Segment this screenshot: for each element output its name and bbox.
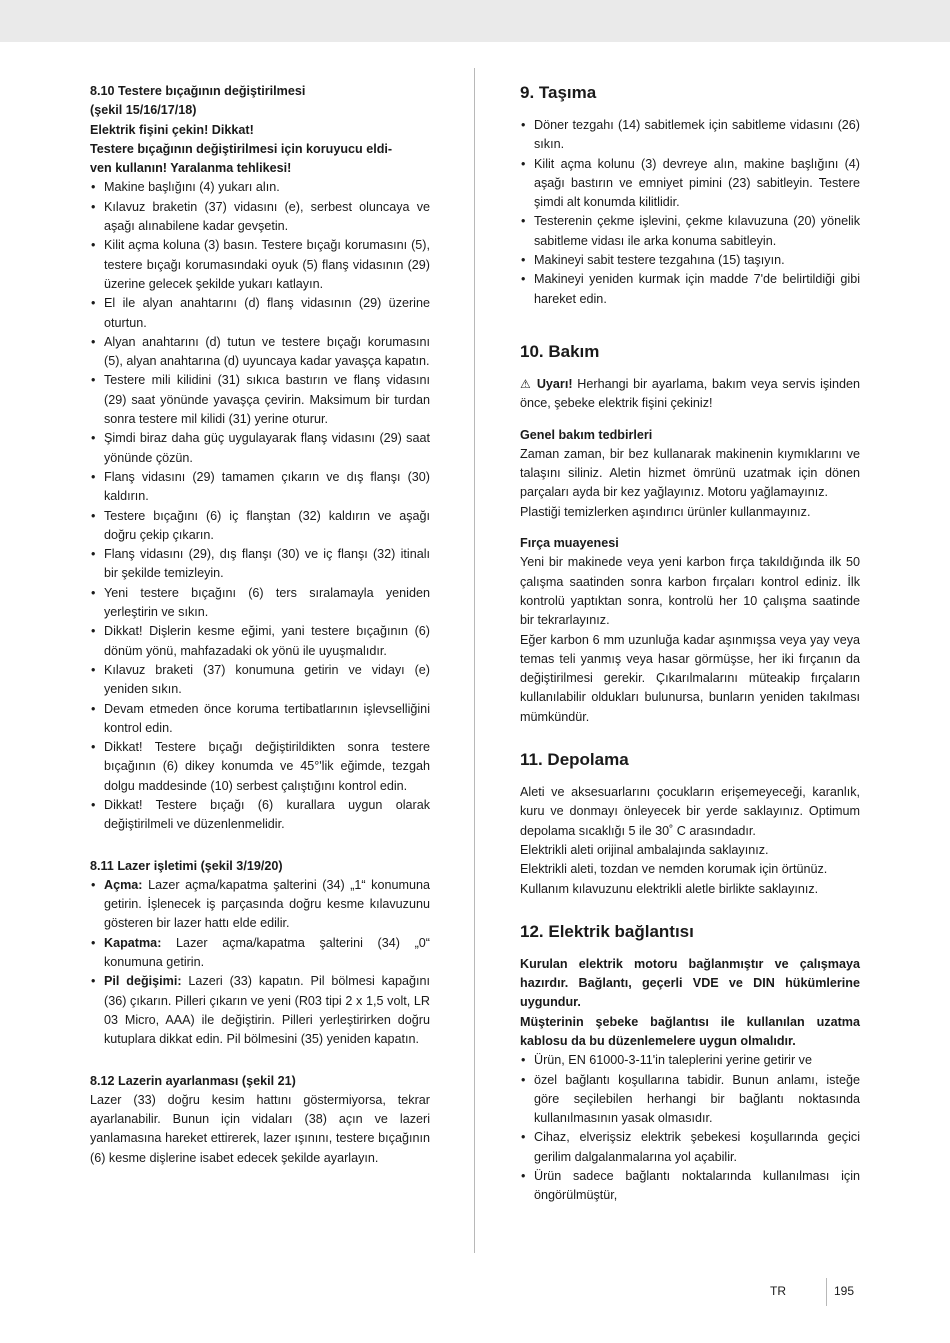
list-item: • Cihaz, elverişsiz elektrik şebekesi koşullarında geçici gerilim dalgalanmalarına yol açabilir. [520,1128,860,1167]
item-text: Lazeri (33) kapatın. Pil bölmesi kapağını (36) çıkarın. Pilleri çıkarın ve yeni (R03 tipi 2 x 1,5 volt, LR 03 Micro, AAA) ile değiştirin. Pilleri yerleştirirken doğru kutuplara dikkat edin. Pil bölmesini (35) yeniden kapatın. [104,974,430,1047]
general-maintenance-heading: Genel bakım tedbirleri [520,427,653,442]
storage-text-2: Elektrikli aleti orijinal ambalajında saklayınız. [520,842,769,857]
list-item: • Kılavuz braketi (37) konumuna getirin ve vidayı (e) yeniden sıkın. [90,661,430,700]
list-item: • Kılavuz braketin (37) vidasını (e), serbest oluncaya ve aşağı alınabilene kadar gevşetin. [90,198,430,237]
section-9-list [520,116,860,309]
item-text: Lazer açma/kapatma şalterini (34) „0“ konumuna getirin. [104,935,430,970]
list-item: • Dikkat! Dişlerin kesme eğimi, yani testere bıçağının (6) dönüm yönü, mahfazadaki ok yönü ile uyuşmalıdır. [90,622,430,661]
storage-text-3: Elektrikli aleti, tozdan ve nemden korumak için örtünüz. [520,862,828,877]
list-item [90,934,430,973]
warning-text: Herhangi bir ayarlama, bakım veya servis işinden önce, şebeke elektrik fişini çekiniz! [520,376,860,411]
warning-label: Uyarı! [536,376,573,391]
list-item: • Ürün sadece bağlantı noktalarında kullanılması için öngörülmüştür, [520,1167,860,1206]
page-number: 195 [834,1284,855,1298]
electrical-bold-1: Kurulan elektrik motoru bağlanmıştır ve çalışmaya hazırdır. Bağlantı, geçerli VDE ve DIN hükümlerine uygundur. [520,956,860,1010]
list-item: • Makine başlığını (4) yukarı alın. [90,178,430,197]
list-item: • Dikkat! Testere bıçağı (6) kurallara uygun olarak değiştirilmeli ve düzenlenmelidir. [90,796,430,835]
heading-line: Elektrik fişini çekin! Dikkat! [90,122,254,137]
footer-divider [826,1278,827,1306]
footer-language: TR [770,1284,786,1298]
list-item: • Ürün, EN 61000-3-11'in taleplerini yerine getirir ve [520,1051,860,1070]
heading-line: (şekil 15/16/17/18) [90,103,197,118]
brush-inspection-heading: Fırça muayenesi [520,536,619,551]
item-text: Lazer açma/kapatma şalterini (34) „1“ konumuna getirin. İşlenecek iş parçasında doğru kesme kılavuzunu gösteren bir lazer hattı elde edilir. [104,877,430,931]
list-item: • Döner tezgahı (14) sabitlemek için sabitleme vidasını (26) sıkın. [520,116,860,155]
section-8-10-heading [90,82,430,178]
list-item: • Makineyi sabit testere tezgahına (15) taşıyın. [520,251,860,270]
storage-text: Aleti ve aksesuarlarını çocukların erişemeyeceği, karanlık, kuru ve donmayı önleyecek bir yerde saklayınız. Optimum depolama sıcaklığı 5 ile 30˚ C arasındadır. [520,785,860,838]
section-8-12-heading: 8.12 Lazerin ayarlanması (şekil 21) [90,1073,296,1088]
list-item: • özel bağlantı koşullarına tabidir. Bunun anlamı, isteğe göre seçilebilen herhangi bir bağlantı noktasında kullanılmasının yasak olmasıdır. [520,1071,860,1129]
warning-paragraph [520,375,860,414]
heading-line: Testere bıçağının değiştirilmesi için koruyucu eldi- [90,141,393,156]
section-8-12-text: Lazer (33) doğru kesim hattını göstermiyorsa, tekrar ayarlanabilir. Bunun için vidaları (38) açın ve lazeri yanlamasına hareket ettirerek, lazer ışınını, testere bıçağının (6) kesme dişlerine isabet edecek şekilde ayarlayın. [90,1092,430,1165]
heading-line: 8.10 Testere bıçağının değiştirilmesi [90,84,306,98]
list-item: • Testerenin çekme işlevini, çekme kılavuzuna (20) yönelik sabitleme vidası ile arka konuma sabitleyin. [520,212,860,251]
list-item: • Kilit açma koluna (3) basın. Testere bıçağı korumasını (5), testere bıçağı korumasındaki oyuk (5) flanş vidasının (29) üzerine gelecek şekilde yukarı katlayın. [90,236,430,294]
top-bar [0,0,950,42]
section-8-10-list [90,178,430,834]
section-11-heading: 11. Depolama [520,750,629,770]
item-label: Pil değişimi: [104,974,182,989]
list-item: • Testere mili kilidini (31) sıkıca bastırın ve flanş vidasını (29) saat yönünde yavaşça çevirin. Maksimum bir turdan sonra testere mil kilidi (31) yerine oturur. [90,371,430,429]
section-10-heading: 10. Bakım [520,341,600,361]
list-item: • Testere bıçağını (6) iç flanştan (32) kaldırın ve aşağı doğru çekip çıkarın. [90,507,430,546]
list-item: • Devam etmeden önce koruma tertibatlarının işlevselliğini kontrol edin. [90,700,430,739]
section-9-heading: 9. Taşıma [520,83,597,102]
list-item: • Şimdi biraz daha güç uygulayarak flanş vidasını (29) saat yönünde çözün. [90,429,430,468]
list-item: • El ile alyan anahtarını (d) flanş vidasının (29) üzerine oturtun. [90,294,430,333]
general-maintenance-text: Zaman zaman, bir bez kullanarak makinenin kıymıklarını ve talaşını siliniz. Aletin hizmet ömrünü uzatmak için dönen parçaları ayda bir kez yağlayınız. Motoru yağlamayınız. [520,446,860,500]
section-8-11-heading: 8.11 Lazer işletimi (şekil 3/19/20) [90,858,283,873]
list-item: • Yeni testere bıçağını (6) ters sıralamayla yeniden yerleştirin ve sıkın. [90,584,430,623]
brush-inspection-text-2: Eğer karbon 6 mm uzunluğa kadar aşınmışsa veya yay veya temas teli yanmış veya hasar görmüşse, her iki fırçanın da değiştirilmesi gerekir. Çıkarılmalarını müteakip fırçaların kullanılabilir oldukları bulunursa, bunların yeniden takılması mümkündür. [520,632,860,724]
column-divider [474,68,475,1253]
brush-inspection-text: Yeni bir makinede veya yeni karbon fırça takıldığında ilk 50 çalışma saatinden sonra karbon fırçaları kontrol ediniz. İlk kontrolü yaptıktan sonra, kontrolü her 10 çalışma saatinde bir tekrarlayınız. [520,555,860,628]
electrical-bold-2: Müşterinin şebeke bağlantısı ile kullanılan uzatma kablosu da bu düzenlemelere uygun olmalıdır. [520,1014,860,1048]
list-item: • Makineyi yeniden kurmak için madde 7'de belirtildiği gibi hareket edin. [520,270,860,309]
left-column [90,82,430,1168]
general-maintenance-text-2: Plastiği temizlerken aşındırıcı ürünler kullanmayınız. [520,504,811,519]
warning-icon: ⚠ [520,376,533,391]
list-item: • Kilit açma kolunu (3) devreye alın, makine başlığını (4) aşağı bastırın ve emniyet pimini (23) sabitleyin. Testere şimdi alt konumda kilitlidir. [520,155,860,213]
section-8-11-list [90,876,430,1050]
list-item: • Alyan anahtarını (d) tutun ve testere bıçağı korumasını (5), alyan anahtarına (d) uyuncaya kadar yavaşça kapatın. [90,333,430,372]
storage-text-4: Kullanım kılavuzunu elektrikli aletle birlikte saklayınız. [520,881,819,896]
section-12-list [520,1051,860,1205]
list-item: • Dikkat! Testere bıçağı değiştirildikten sonra testere bıçağının (6) dikey konumda ve 45°'lik eğimde, tezgah dolgu maddesinde (10) serbest çalıştığını kontrol edin. [90,738,430,796]
item-label: Açma: [104,877,143,892]
list-item: • Flanş vidasını (29), dış flanşı (30) ve iç flanşı (32) itinalı bir şekilde temizleyin. [90,545,430,584]
list-item [90,972,430,1049]
list-item: • Flanş vidasını (29) tamamen çıkarın ve dış flanşı (30) kaldırın. [90,468,430,507]
list-item [90,876,430,934]
heading-line: ven kullanın! Yaralanma tehlikesi! [90,161,292,176]
right-column [520,82,860,1206]
section-12-heading: 12. Elektrik bağlantısı [520,921,694,941]
item-label: Kapatma: [104,935,162,950]
